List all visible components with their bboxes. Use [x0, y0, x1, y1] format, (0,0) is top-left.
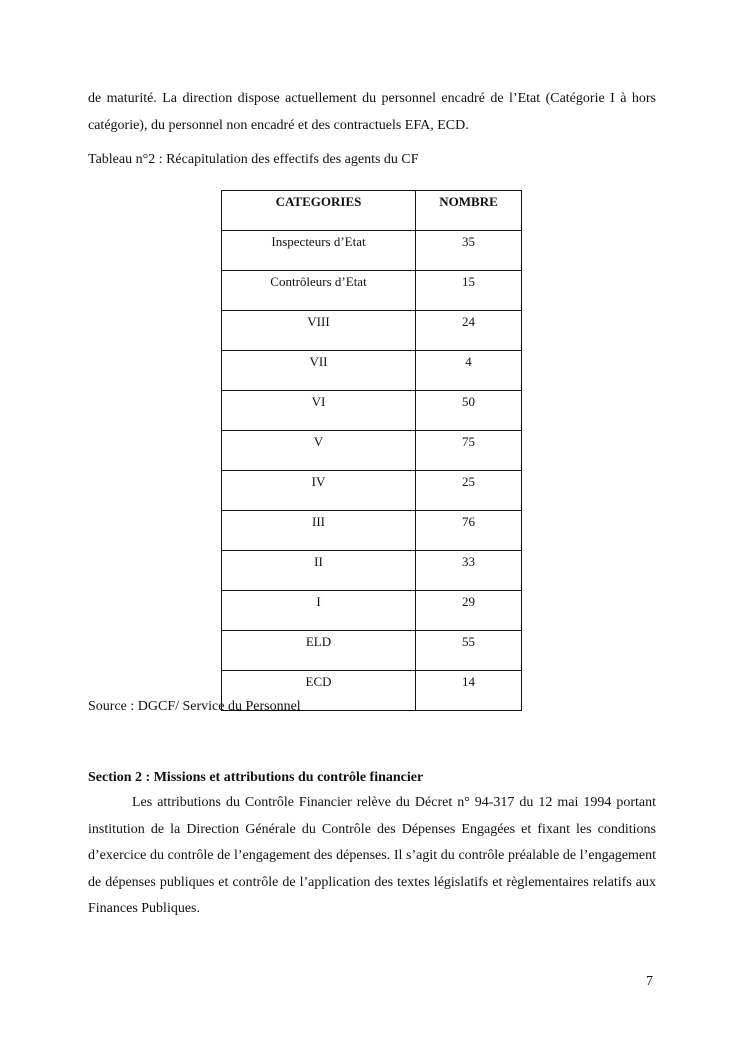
- table-row: [222, 431, 522, 471]
- table-row: [222, 271, 522, 311]
- count-cell: 35: [416, 231, 522, 271]
- table-body: [222, 231, 522, 711]
- source-note: Source : DGCF/ Service du Personnel: [88, 699, 301, 714]
- category-cell: VI: [222, 391, 416, 431]
- header-nombre: NOMBRE: [416, 191, 522, 231]
- intro-paragraph: de maturité. La direction dispose actuellement du personnel encadré de l’Etat (Catégorie I à hors catégorie), du personnel non encadré et des contractuels EFA, ECD.: [88, 91, 656, 133]
- category-cell: Inspecteurs d’Etat: [222, 231, 416, 271]
- category-cell: III: [222, 511, 416, 551]
- header-categories: CATEGORIES: [222, 191, 416, 231]
- count-cell: 29: [416, 591, 522, 631]
- table-row: [222, 511, 522, 551]
- count-cell: 76: [416, 511, 522, 551]
- category-cell: II: [222, 551, 416, 591]
- section-heading: Section 2 : Missions et attributions du contrôle financier: [88, 770, 424, 785]
- table-caption: Tableau n°2 : Récapitulation des effectifs des agents du CF: [88, 152, 419, 167]
- category-cell: ECD: [222, 671, 416, 711]
- category-cell: VII: [222, 351, 416, 391]
- count-cell: 14: [416, 671, 522, 711]
- category-cell: I: [222, 591, 416, 631]
- table-row: [222, 351, 522, 391]
- category-cell: IV: [222, 471, 416, 511]
- table-row: [222, 471, 522, 511]
- count-cell: 24: [416, 311, 522, 351]
- count-cell: 15: [416, 271, 522, 311]
- table-row: [222, 391, 522, 431]
- count-cell: 75: [416, 431, 522, 471]
- page-number: 7: [646, 974, 653, 989]
- category-cell: VIII: [222, 311, 416, 351]
- table-row: [222, 311, 522, 351]
- section-paragraph-text: Les attributions du Contrôle Financier relève du Décret n° 94-317 du 12 mai 1994 portant institution de la Direction Générale du Contrôle des Dépenses Engagées et fixant les conditions d’exercice du contrôle de l’engagement des dépenses. Il s’agit du contrôle préalable de l’engagement de dépenses publiques et contrôle de l’application des textes législatifs et règlementaires relatifs aux Finances Publiques.: [88, 795, 656, 916]
- section-paragraph: [88, 790, 656, 923]
- count-cell: 50: [416, 391, 522, 431]
- table-header-row: [222, 191, 522, 231]
- table-row: [222, 631, 522, 671]
- table-row: [222, 231, 522, 271]
- category-cell: Contrôleurs d’Etat: [222, 271, 416, 311]
- staff-table: [221, 190, 522, 711]
- table-row: [222, 591, 522, 631]
- count-cell: 4: [416, 351, 522, 391]
- count-cell: 55: [416, 631, 522, 671]
- count-cell: 33: [416, 551, 522, 591]
- table-row: [222, 551, 522, 591]
- category-cell: ELD: [222, 631, 416, 671]
- category-cell: V: [222, 431, 416, 471]
- count-cell: 25: [416, 471, 522, 511]
